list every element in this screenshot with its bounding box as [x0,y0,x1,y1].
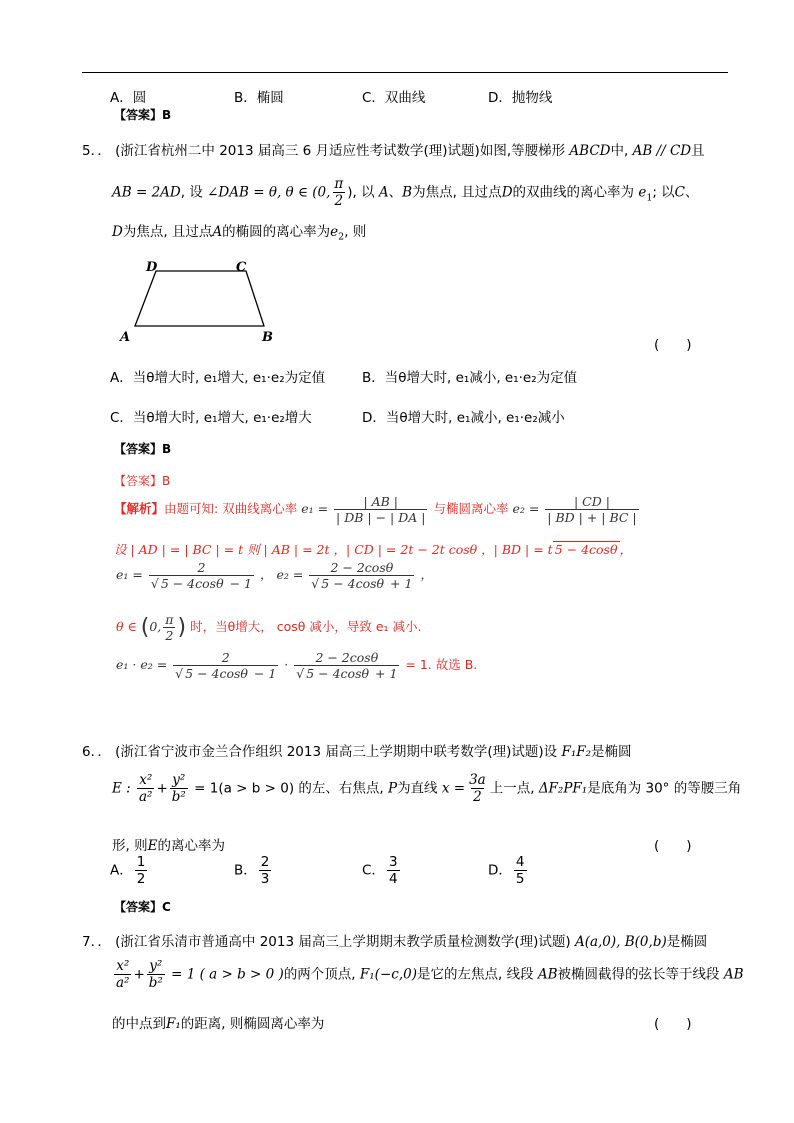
q6-text: 形, 则 [112,838,148,854]
q5-abcd: ABCD [569,143,611,159]
trapezoid-shape [135,271,264,326]
q5-answer: 【答案】B [114,442,172,456]
q7-stem-line1 [82,930,707,950]
q6-fraction-den: 2 [136,871,146,888]
q7-math: F₁ [166,1016,181,1032]
figure-label-b: B [262,330,273,345]
q5-option-d: D．当θ增大时, e₁减小, e₁·e₂减小 [362,410,565,426]
q5-text: 、 [685,184,699,201]
q5-parallel: AB // CD [632,143,692,159]
q5-text: 的双曲线的离心率为 [512,184,635,201]
q6-math: x = [441,780,466,797]
q6-text: 是椭圆 [591,744,632,760]
q4-option-d: D．抛物线 [488,90,553,106]
q5-option-a: A．当θ增大时, e₁增大, e₁·e₂为定值 [110,370,326,386]
q5-text: 为焦点, 且过点 [412,184,502,201]
analysis-line5: e₁ · e₂ = $\frac{2}{√ 5 - 4\cos\theta - 1}$ · $\frac{2 - 2\cos\theta}{√ 5 - 4\cos\theta + 1}$ = 1. 故选 B. [116,650,478,681]
analysis-text: 与椭圆离心率 [433,501,509,516]
analysis-math: = 1. [405,657,432,672]
q7-math: = 1 ( a > b > 0 ) [171,966,284,983]
q6-fraction-num: 2 [260,854,270,870]
q6-option-letter: B． [234,862,257,879]
analysis-text: 时，当θ增大， cosθ 减小，导致 e₁ 减小. [190,619,422,634]
q6-answer-blank: ( ) [654,838,692,854]
analysis-fraction-den: | BD | + | BC | [547,510,637,525]
q6-stem-line2 [112,772,741,805]
analysis-math: e₁ · e₂ = [116,657,168,672]
q6-fraction-num: 3 [388,854,398,870]
q5-stem-text: 如图,等腰梯形 [479,143,566,159]
q5-math: D [112,224,123,240]
q7-fraction-den: b² [148,975,163,992]
q5-source: (浙江省杭州二中 2013 届高三 6 月适应性考试数学(理)试题) [115,143,480,159]
q7-math: A(a,0), B(0,b) [574,934,667,950]
q4-answer: 【答案】B [114,108,172,122]
q6-option-a [110,854,149,887]
q5-math: D [501,184,513,201]
q5-text: 中, [610,143,629,159]
q7-text: 被椭圆截得的弦长等于线段 [557,966,720,983]
q6-text: 的离心率为 [157,838,225,854]
q7-source: (浙江省乐清市普通高中 2013 届高三上学期期末教学质量检测数学(理)试题) [115,934,571,950]
q6-option-d [488,854,529,887]
figure-label-c: C [236,260,247,275]
q6-math: ΔF₂PF₁ [538,780,588,797]
analysis-math: θ ∈ [116,619,137,634]
analysis-math: + 1 [371,666,398,681]
analysis-sqrt: 5 − 4cosθ [306,666,370,681]
q7-text: 的中点到 [112,1016,166,1032]
q5-math: A [378,184,389,201]
analysis-math: · [284,657,289,672]
q5-number: 5．． [82,143,111,159]
q7-math: AB [723,966,744,983]
q4-option-a: A．圆 [110,90,147,106]
q6-text: = 1(a > b > 0) 的左、右焦点, [194,780,384,797]
q5-math: e [638,184,647,201]
analysis-text: ， [619,542,633,557]
q5-stem-line1 [82,139,705,159]
analysis-answer: 【答案】B [114,474,171,488]
analysis-line4: θ ∈ (0, $\frac{\pi}{2}$ ) 时，当θ增大， cosθ 减小，导致 e₁ 减小. [116,612,422,643]
analysis-fraction-num: 2 [197,560,206,575]
analysis-text: ， [420,567,433,582]
q5-two: 2 [334,193,344,210]
q6-fraction-den: 3 [260,871,270,888]
analysis-math: e₂ = [512,501,540,516]
q7-text: 的距离, 则椭圆离心率为 [180,1016,325,1032]
q6-answer: 【答案】C [114,900,171,914]
analysis-fraction-num: 2 − 2cosθ [315,650,379,665]
q6-option-c [362,854,402,887]
q6-text: 上一点, [489,780,535,797]
analysis-pi: π [165,612,174,627]
q6-fraction-den: a² [139,789,153,806]
q6-stem-line3 [112,834,225,854]
q5-math: AB = 2AD [112,184,181,201]
q7-text: 的两个顶点, [283,966,356,983]
q5-text: , 设 [180,184,203,201]
analysis-fraction-num: | CD | [573,494,610,509]
q5-pi: π [334,176,344,192]
analysis-line3: e₁ = $\frac{2}{√ 5 - 4\cos\theta - 1}$ ， e₂ = $\frac{2 - 2\cos\theta}{√ 5 - 4\cos\theta + 1}$ ， [116,560,433,591]
q5-math: A [212,224,223,240]
analysis-fraction-num: 2 − 2cosθ [330,560,394,575]
analysis-fraction-den: | DB | − | DA | [336,510,426,525]
analysis-math: 0, [149,619,162,634]
q6-fraction-den: 4 [388,871,398,888]
analysis-label: 【解析】 [114,501,165,516]
analysis-math: − 1 [249,666,277,681]
q6-text: 是底角为 30° 的等腰三角 [587,780,742,797]
q7-text: 是它的左焦点, 线段 [416,966,534,983]
figure-label-a: A [120,330,131,345]
q5-option-c: C．当θ增大时, e₁增大, e₁·e₂增大 [110,410,312,426]
q6-fraction-num: 3a [469,772,486,788]
q6-text: 为直线 [397,780,438,797]
q5-text: 且 [691,143,705,159]
q6-math: P [387,780,398,797]
q7-fraction-den: a² [116,975,130,992]
q5-stem-line3: D为焦点, 且过点A的椭圆的离心率为$e_2$, 则 [112,224,367,243]
q6-fraction-num: 4 [515,854,525,870]
q5-math: ∠DAB = θ [207,184,277,201]
q5-text: ), 以 [347,184,375,201]
q6-fraction-num: 1 [136,854,146,870]
analysis-two: 2 [165,628,174,643]
analysis-math: e₁ = [301,501,329,516]
q6-option-letter: C． [362,862,385,879]
analysis-text: 由题可知: 双曲线离心率 [164,501,298,516]
analysis-fraction-num: | AB | [363,494,399,509]
analysis-sqrt: 5 − 4cosθ [321,576,385,591]
q6-stem-line1 [82,740,632,760]
q5-stem-line2: AB = 2AD, 设 ∠DAB = θ, θ ∈ (0, $\frac{\pi}{2}$ ), 以 A、B为焦点, 且过点D的双曲线的离心率为 $e_1$; 以C、 [112,176,699,210]
analysis-math: e₁ = [116,567,143,582]
q6-option-b [234,854,273,887]
q6-fraction-num: y² [172,772,186,788]
header-rule [82,72,728,73]
analysis-math: 设 | AD | = | BC | = t 则 | AB | = 2t ，| CD | = 2t − 2t cosθ ，| BD | = t [114,542,553,557]
q6-math: + [156,780,168,797]
analysis-text: 故选 B. [435,657,478,672]
analysis-math: + 1 [386,576,413,591]
q6-math: E [147,838,158,854]
analysis-math: ， e₂ = [259,567,304,582]
q6-option-letter: D． [488,862,512,879]
q7-math: F₁(−c,0) [359,966,417,983]
q4-option-c: C．双曲线 [362,90,426,106]
q7-math: AB [537,966,558,983]
q5-text: ; 以 [652,184,675,201]
q6-fraction-den: 2 [473,789,482,806]
q5-math: B [402,184,413,201]
q5-option-b: B．当θ增大时, e₁减小, e₁·e₂为定值 [362,370,578,386]
q7-number: 7．． [82,934,111,950]
analysis-sqrt: 5 − 4cosθ [185,666,248,681]
q6-fraction-num: x² [139,772,153,788]
q5-math: e [330,224,339,240]
q6-option-letter: A． [110,862,133,879]
figure-label-d: D [146,260,158,275]
analysis-math: − 1 [225,576,252,591]
q6-number: 6．． [82,744,111,760]
q7-answer-blank: ( ) [654,1016,692,1032]
q4-option-b: B．椭圆 [234,90,284,106]
q5-math: , θ ∈ (0, [276,184,331,201]
q5-answer-blank: ( ) [654,337,692,353]
q5-text: , 则 [344,224,367,240]
q5-text: 为焦点, 且过点 [122,224,213,240]
q7-stem-line3 [112,1012,324,1032]
q6-math: E : [112,780,131,797]
analysis-sqrt: 5 − 4cosθ [554,542,618,557]
analysis-fraction-num: 2 [221,650,230,665]
q6-fraction-den: 5 [515,871,525,888]
q7-text: 是椭圆 [666,934,708,950]
q7-fraction-num: x² [116,958,130,974]
q5-text: 、 [388,184,403,201]
trapezoid-figure [112,256,282,348]
q5-math: C [674,184,686,201]
q6-source: (浙江省宁波市金兰合作组织 2013 届高三上学期期中联考数学(理)试题)设 [115,744,558,760]
q7-math: + [133,966,145,983]
q5-text: 的椭圆的离心率为 [222,224,331,240]
q7-stem-line2 [112,958,744,991]
analysis-sqrt: 5 − 4cosθ [160,576,224,591]
analysis-line2 [114,540,632,558]
q7-fraction-num: y² [149,958,163,974]
q6-math: F₁F₂ [561,744,592,760]
q6-fraction-den: b² [171,789,186,806]
analysis-line1 [114,494,641,525]
